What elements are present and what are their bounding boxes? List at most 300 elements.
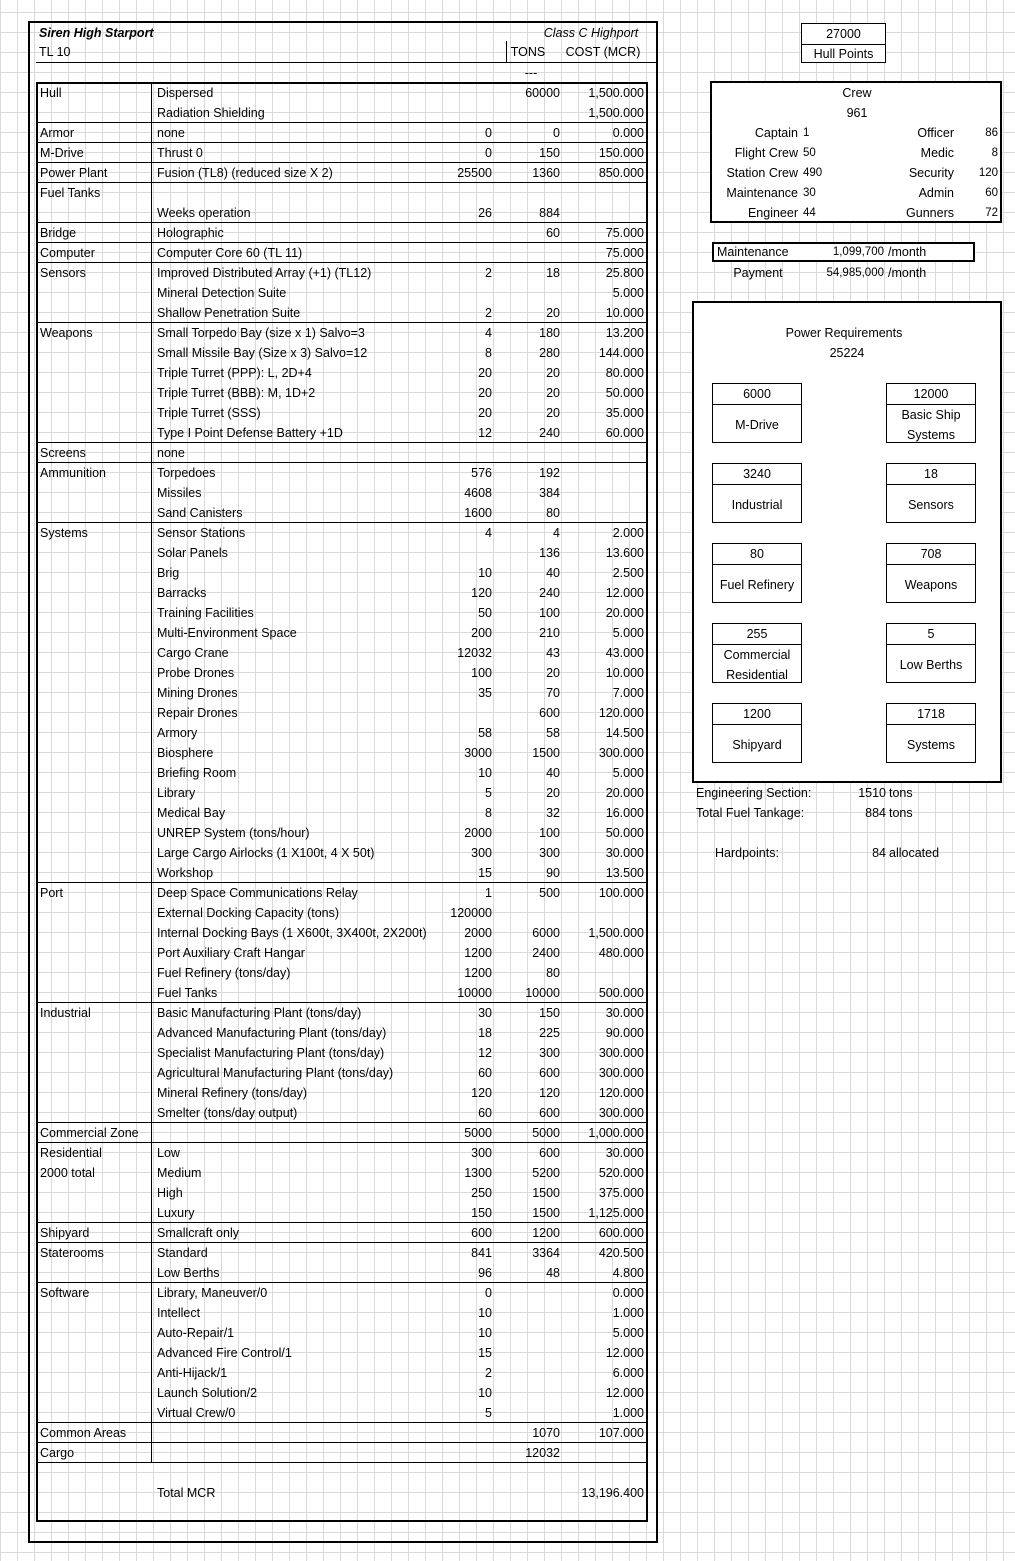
row-tons: 20 xyxy=(546,306,560,320)
row-divider xyxy=(37,1462,647,1463)
tech-level: TL 10 xyxy=(39,45,71,59)
row-description: Missiles xyxy=(157,486,202,500)
row-tons xyxy=(500,1283,560,1303)
row-category: Sensors xyxy=(40,266,86,280)
row-description xyxy=(157,1423,457,1443)
power-item-label: Systems xyxy=(907,737,955,752)
row-cost: 1,500.000 xyxy=(588,926,644,940)
row-category xyxy=(40,843,150,863)
row-tons: 5200 xyxy=(532,1166,560,1180)
row-cost: 300.000 xyxy=(598,1046,644,1060)
power-item-box xyxy=(886,703,976,763)
row-tons: 192 xyxy=(539,466,560,480)
row-quantity: 0 xyxy=(485,1286,492,1300)
row-description xyxy=(157,183,457,203)
row-tons xyxy=(500,443,560,463)
engineering-section-value: 1510 xyxy=(858,786,886,800)
row-quantity: 1600 xyxy=(464,506,492,520)
row-description: Cargo Crane xyxy=(157,646,229,660)
row-cost xyxy=(560,463,644,483)
row-description: Smelter (tons/day output) xyxy=(157,1106,298,1120)
row-quantity: 10 xyxy=(478,1306,492,1320)
row-description: Basic Manufacturing Plant (tons/day) xyxy=(157,1006,362,1020)
class-label: Class C Highport xyxy=(543,26,639,40)
row-category xyxy=(40,203,150,223)
row-category: Hull xyxy=(40,86,62,100)
row-cost: 1,000.000 xyxy=(588,1126,644,1140)
row-category: Industrial xyxy=(40,1006,91,1020)
row-tons: 384 xyxy=(539,486,560,500)
row-quantity xyxy=(420,83,492,103)
row-description xyxy=(157,1123,457,1143)
row-tons: 60000 xyxy=(525,86,560,100)
row-category: Shipyard xyxy=(40,1226,90,1240)
row-tons: 600 xyxy=(539,706,560,720)
row-tons: 300 xyxy=(539,1046,560,1060)
row-cost: 10.000 xyxy=(605,666,644,680)
row-cost: 500.000 xyxy=(598,986,644,1000)
row-quantity: 8 xyxy=(485,346,492,360)
row-cost xyxy=(560,203,644,223)
power-item-value: 3240 xyxy=(713,464,801,485)
row-quantity: 250 xyxy=(471,1186,492,1200)
total-label: Total MCR xyxy=(157,1486,216,1500)
row-description: Library, Maneuver/0 xyxy=(157,1286,268,1300)
row-description: Small Missile Bay (Size x 3) Salvo=12 xyxy=(157,346,368,360)
row-description: Large Cargo Airlocks (1 X100t, 4 X 50t) xyxy=(157,846,375,860)
row-cost: 850.000 xyxy=(598,166,644,180)
hull-points-box xyxy=(801,23,886,63)
row-description: Virtual Crew/0 xyxy=(157,1406,236,1420)
row-category: Ammunition xyxy=(40,466,106,480)
row-cost: 144.000 xyxy=(598,346,644,360)
row-quantity: 25500 xyxy=(457,166,492,180)
row-quantity: 2 xyxy=(485,266,492,280)
row-quantity: 300 xyxy=(471,1146,492,1160)
row-category xyxy=(40,103,150,123)
crew-role-label: Security xyxy=(908,166,954,180)
row-quantity: 60 xyxy=(478,1106,492,1120)
row-quantity xyxy=(420,1423,492,1443)
fuel-tankage-unit: tons xyxy=(889,806,913,820)
row-category xyxy=(40,903,150,923)
row-cost: 120.000 xyxy=(598,1086,644,1100)
hardpoints-unit: allocated xyxy=(889,846,940,860)
row-tons: 1070 xyxy=(532,1426,560,1440)
payment-unit: /month xyxy=(888,266,927,280)
row-quantity: 20 xyxy=(478,406,492,420)
power-item-value: 708 xyxy=(887,544,975,565)
row-description: Computer Core 60 (TL 11) xyxy=(157,246,303,260)
row-quantity: 120 xyxy=(471,1086,492,1100)
row-cost: 100.000 xyxy=(598,886,644,900)
row-category: Screens xyxy=(40,446,86,460)
row-category xyxy=(40,603,150,623)
row-description: Dispersed xyxy=(157,86,214,100)
row-cost: 60.000 xyxy=(605,426,644,440)
row-description: High xyxy=(157,1186,183,1200)
row-category xyxy=(40,1203,150,1223)
row-cost: 1.000 xyxy=(612,1306,644,1320)
row-tons: 20 xyxy=(546,406,560,420)
row-category xyxy=(40,303,150,323)
crew-role-count: 86 xyxy=(985,127,998,139)
row-tons: 2400 xyxy=(532,946,560,960)
row-cost xyxy=(560,1443,644,1463)
row-cost: 90.000 xyxy=(605,1026,644,1040)
row-tons: 3364 xyxy=(532,1246,560,1260)
row-tons: 600 xyxy=(539,1106,560,1120)
row-tons xyxy=(500,1383,560,1403)
sheet-header xyxy=(36,23,656,63)
power-item-box xyxy=(886,383,976,443)
row-description: Solar Panels xyxy=(157,546,228,560)
row-cost: 12.000 xyxy=(605,1346,644,1360)
row-description: Intellect xyxy=(157,1306,201,1320)
row-description: Triple Turret (SSS) xyxy=(157,406,261,420)
row-cost: 16.000 xyxy=(605,806,644,820)
row-quantity xyxy=(420,703,492,723)
row-description: Barracks xyxy=(157,586,207,600)
row-category: Cargo xyxy=(40,1446,75,1460)
row-description: Anti-Hijack/1 xyxy=(157,1366,228,1380)
crew-role-label: Flight Crew xyxy=(734,146,798,160)
row-description: Multi-Environment Space xyxy=(157,626,297,640)
row-cost: 2.000 xyxy=(612,526,644,540)
row-category xyxy=(40,503,150,523)
row-quantity: 1200 xyxy=(464,966,492,980)
power-item-box xyxy=(712,383,802,443)
row-description: Auto-Repair/1 xyxy=(157,1326,235,1340)
row-tons: 18 xyxy=(546,266,560,280)
row-tons: 240 xyxy=(539,426,560,440)
row-quantity xyxy=(420,223,492,243)
row-cost: 2.500 xyxy=(612,566,644,580)
row-category xyxy=(40,583,150,603)
header-col-divider xyxy=(506,41,507,62)
engineering-section-unit: tons xyxy=(889,786,913,800)
row-quantity: 3000 xyxy=(464,746,492,760)
row-category xyxy=(40,383,150,403)
row-description: Fuel Refinery (tons/day) xyxy=(157,966,291,980)
row-tons: 1200 xyxy=(532,1226,560,1240)
row-quantity: 60 xyxy=(478,1066,492,1080)
row-category: 2000 total xyxy=(40,1166,95,1180)
row-category xyxy=(40,403,150,423)
row-description: Agricultural Manufacturing Plant (tons/day) xyxy=(157,1066,394,1080)
row-description: none xyxy=(157,446,185,460)
crew-role-count: 72 xyxy=(985,207,998,219)
power-item-label: Basic Ship Systems xyxy=(901,407,961,442)
row-category xyxy=(40,1023,150,1043)
power-item-value: 12000 xyxy=(887,384,975,405)
row-quantity: 5000 xyxy=(464,1126,492,1140)
row-cost: 13.500 xyxy=(605,866,644,880)
row-tons: 280 xyxy=(539,346,560,360)
row-tons xyxy=(500,103,560,123)
row-category: Residential xyxy=(40,1146,102,1160)
row-category: Bridge xyxy=(40,226,77,240)
row-category xyxy=(40,683,150,703)
row-category: Power Plant xyxy=(40,166,108,180)
row-category xyxy=(40,643,150,663)
row-quantity: 15 xyxy=(478,866,492,880)
crew-role-label: Medic xyxy=(920,146,954,160)
row-quantity: 5 xyxy=(485,1406,492,1420)
crew-role-label: Maintenance xyxy=(726,186,798,200)
row-quantity: 15 xyxy=(478,1346,492,1360)
row-cost: 420.500 xyxy=(598,1246,644,1260)
tons-header: TONS xyxy=(510,45,546,59)
row-quantity: 96 xyxy=(478,1266,492,1280)
row-quantity: 10 xyxy=(478,566,492,580)
row-quantity: 120000 xyxy=(450,906,492,920)
power-item-box xyxy=(886,623,976,683)
row-quantity: 2 xyxy=(485,306,492,320)
row-quantity: 26 xyxy=(478,206,492,220)
row-description: Mineral Refinery (tons/day) xyxy=(157,1086,308,1100)
row-quantity: 4 xyxy=(485,526,492,540)
row-cost: 6.000 xyxy=(612,1366,644,1380)
row-tons: 225 xyxy=(539,1026,560,1040)
row-tons xyxy=(500,1303,560,1323)
crew-role-count: 8 xyxy=(991,147,998,159)
row-description: Sensor Stations xyxy=(157,526,246,540)
row-tons: 210 xyxy=(539,626,560,640)
crew-role-count: 60 xyxy=(985,187,998,199)
crew-role-count: 120 xyxy=(978,167,998,179)
row-category xyxy=(40,923,150,943)
row-description: Radiation Shielding xyxy=(157,106,265,120)
row-category xyxy=(40,803,150,823)
row-cost: 20.000 xyxy=(605,786,644,800)
crew-total: 961 xyxy=(846,106,868,120)
row-tons: 500 xyxy=(539,886,560,900)
row-tons xyxy=(500,1343,560,1363)
row-description: Triple Turret (PPP): L, 2D+4 xyxy=(157,366,312,380)
row-tons: 20 xyxy=(546,786,560,800)
row-cost: 4.800 xyxy=(612,1266,644,1280)
power-item-value: 1718 xyxy=(887,704,975,725)
header-dashes: --- xyxy=(524,66,538,80)
row-tons: 6000 xyxy=(532,926,560,940)
row-tons: 600 xyxy=(539,1066,560,1080)
maintenance-label: Maintenance xyxy=(717,245,789,259)
row-quantity xyxy=(420,243,492,263)
row-category: Staterooms xyxy=(40,1246,104,1260)
row-cost: 25.800 xyxy=(605,266,644,280)
row-tons: 150 xyxy=(539,146,560,160)
row-description: Medium xyxy=(157,1166,202,1180)
row-tons: 60 xyxy=(546,226,560,240)
power-item-box xyxy=(712,463,802,523)
row-quantity xyxy=(420,543,492,563)
row-category: M-Drive xyxy=(40,146,84,160)
row-quantity: 20 xyxy=(478,366,492,380)
row-quantity: 12032 xyxy=(457,646,492,660)
row-quantity: 12 xyxy=(478,1046,492,1060)
row-description: Low xyxy=(157,1146,180,1160)
row-cost: 300.000 xyxy=(598,1106,644,1120)
row-category xyxy=(40,543,150,563)
row-cost: 1,500.000 xyxy=(588,86,644,100)
row-quantity: 300 xyxy=(471,846,492,860)
row-cost xyxy=(560,183,644,203)
row-tons: 1500 xyxy=(532,1186,560,1200)
row-cost xyxy=(560,963,644,983)
row-cost: 5.000 xyxy=(612,1326,644,1340)
power-title: Power Requirements xyxy=(785,326,903,340)
row-category xyxy=(40,1403,150,1423)
row-quantity: 600 xyxy=(471,1226,492,1240)
row-tons xyxy=(500,1363,560,1383)
row-category: Weapons xyxy=(40,326,93,340)
row-description: Launch Solution/2 xyxy=(157,1386,258,1400)
row-quantity: 18 xyxy=(478,1026,492,1040)
row-quantity: 1200 xyxy=(464,946,492,960)
row-tons xyxy=(500,243,560,263)
row-quantity: 5 xyxy=(485,786,492,800)
row-category xyxy=(40,1183,150,1203)
row-description: Luxury xyxy=(157,1206,195,1220)
row-description: Low Berths xyxy=(157,1266,220,1280)
row-tons xyxy=(500,283,560,303)
row-description: Fusion (TL8) (reduced size X 2) xyxy=(157,166,333,180)
row-cost: 480.000 xyxy=(598,946,644,960)
row-category xyxy=(40,703,150,723)
power-item-label: M-Drive xyxy=(735,417,779,432)
row-cost: 50.000 xyxy=(605,386,644,400)
row-description: Smallcraft only xyxy=(157,1226,239,1240)
row-cost: 0.000 xyxy=(612,1286,644,1300)
row-description: Biosphere xyxy=(157,746,214,760)
row-description: Port Auxiliary Craft Hangar xyxy=(157,946,305,960)
crew-role-count: 1 xyxy=(803,127,810,139)
row-cost xyxy=(560,503,644,523)
power-item-value: 18 xyxy=(887,464,975,485)
row-quantity: 50 xyxy=(478,606,492,620)
row-quantity: 100 xyxy=(471,666,492,680)
row-tons: 80 xyxy=(546,966,560,980)
row-cost xyxy=(560,483,644,503)
table-col-divider xyxy=(151,83,152,1463)
row-cost: 107.000 xyxy=(598,1426,644,1440)
row-quantity: 20 xyxy=(478,386,492,400)
row-cost: 50.000 xyxy=(605,826,644,840)
row-quantity: 841 xyxy=(471,1246,492,1260)
row-description: Fuel Tanks xyxy=(157,986,218,1000)
row-description: Small Torpedo Bay (size x 1) Salvo=3 xyxy=(157,326,365,340)
row-category: Commercial Zone xyxy=(40,1126,139,1140)
row-quantity xyxy=(420,103,492,123)
row-description: Shallow Penetration Suite xyxy=(157,306,301,320)
crew-role-label: Officer xyxy=(917,126,954,140)
row-description: External Docking Capacity (tons) xyxy=(157,906,340,920)
fuel-tankage-value: 884 xyxy=(865,806,886,820)
row-quantity: 0 xyxy=(485,146,492,160)
row-cost: 12.000 xyxy=(605,1386,644,1400)
row-category xyxy=(40,623,150,643)
row-cost: 30.000 xyxy=(605,1146,644,1160)
power-total: 25224 xyxy=(829,346,865,360)
row-category xyxy=(40,823,150,843)
power-item-label: Fuel Refinery xyxy=(719,577,795,592)
row-tons: 32 xyxy=(546,806,560,820)
row-cost: 0.000 xyxy=(612,126,644,140)
row-category xyxy=(40,663,150,683)
row-tons: 80 xyxy=(546,506,560,520)
power-item-box xyxy=(712,703,802,763)
power-item-value: 6000 xyxy=(713,384,801,405)
row-tons: 12032 xyxy=(525,1446,560,1460)
row-quantity: 200 xyxy=(471,626,492,640)
row-cost xyxy=(560,903,644,923)
crew-role-count: 44 xyxy=(803,207,816,219)
row-tons: 20 xyxy=(546,666,560,680)
row-quantity: 1300 xyxy=(464,1166,492,1180)
row-description: Deep Space Communications Relay xyxy=(157,886,358,900)
row-quantity: 576 xyxy=(471,466,492,480)
row-tons: 100 xyxy=(539,826,560,840)
row-description: UNREP System (tons/hour) xyxy=(157,826,310,840)
row-tons: 1500 xyxy=(532,1206,560,1220)
hardpoints-value: 84 xyxy=(872,846,886,860)
power-item-value: 1200 xyxy=(713,704,801,725)
row-cost: 12.000 xyxy=(605,586,644,600)
row-cost: 375.000 xyxy=(598,1186,644,1200)
row-cost: 1,500.000 xyxy=(588,106,644,120)
power-item-box xyxy=(712,543,802,603)
row-quantity: 12 xyxy=(478,426,492,440)
row-tons: 100 xyxy=(539,606,560,620)
row-quantity xyxy=(420,183,492,203)
row-category xyxy=(40,1043,150,1063)
row-tons: 20 xyxy=(546,386,560,400)
hardpoints-label: Hardpoints: xyxy=(715,846,779,860)
row-quantity: 2000 xyxy=(464,826,492,840)
row-description: Standard xyxy=(157,1246,208,1260)
row-quantity: 10 xyxy=(478,1386,492,1400)
row-description: Armory xyxy=(157,726,198,740)
row-tons: 180 xyxy=(539,326,560,340)
row-category xyxy=(40,763,150,783)
crew-role-label: Gunners xyxy=(906,206,954,220)
row-cost: 520.000 xyxy=(598,1166,644,1180)
row-description: Improved Distributed Array (+1) (TL12) xyxy=(157,266,372,280)
total-value: 13,196.400 xyxy=(581,1486,644,1500)
row-cost: 5.000 xyxy=(612,626,644,640)
row-tons: 90 xyxy=(546,866,560,880)
row-tons: 5000 xyxy=(532,1126,560,1140)
row-category: Fuel Tanks xyxy=(40,186,101,200)
row-description: Internal Docking Bays (1 X600t, 3X400t, 2X200t) xyxy=(157,926,427,940)
row-quantity: 30 xyxy=(478,1006,492,1020)
row-tons: 4 xyxy=(553,526,560,540)
power-item-label: Low Berths xyxy=(899,657,963,672)
row-description: Thrust 0 xyxy=(157,146,203,160)
row-tons: 1360 xyxy=(532,166,560,180)
row-category: Software xyxy=(40,1286,90,1300)
power-item-value: 5 xyxy=(887,624,975,645)
row-tons: 40 xyxy=(546,566,560,580)
row-category xyxy=(40,563,150,583)
crew-role-label: Captain xyxy=(754,126,798,140)
row-description: Type I Point Defense Battery +1D xyxy=(157,426,343,440)
row-description: Specialist Manufacturing Plant (tons/day) xyxy=(157,1046,385,1060)
hull-points-value: 27000 xyxy=(802,24,885,45)
row-cost: 600.000 xyxy=(598,1226,644,1240)
row-description: Brig xyxy=(157,566,180,580)
